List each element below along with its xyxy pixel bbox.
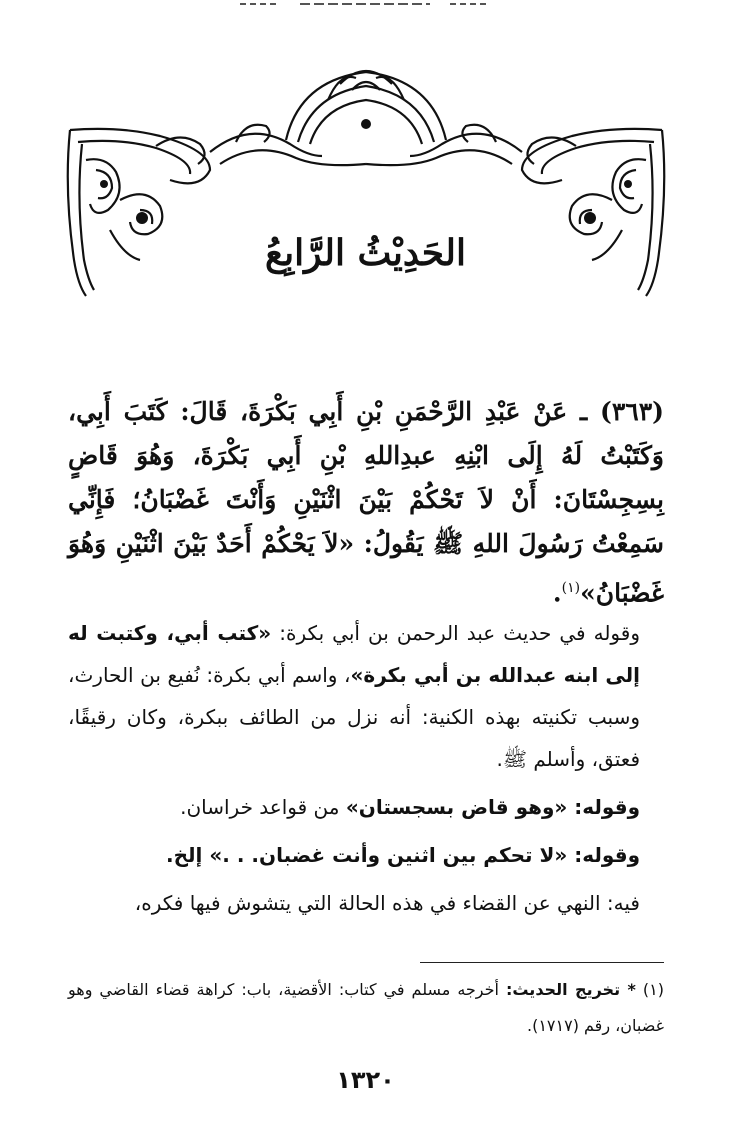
footnote-number: (١) <box>642 980 665 999</box>
commentary-quote: «كتب أبي، وكتبت له إلى ابنه عبدالله بن أبي بكرة» <box>68 621 640 687</box>
commentary-block <box>68 612 664 924</box>
footnote-label: * تخريج الحديث: <box>505 980 636 999</box>
top-decorative-rule <box>240 2 490 6</box>
hadith-text: (٣٦٣) ـ عَنْ عَبْدِ الرَّحْمَنِ بْنِ أَبِي بَكْرَةَ، قَالَ: كَتَبَ أَبِي، وَكَتَبْتُ لَهُ إِلَى ابْنِهِ عبدِاللهِ بْنِ أَبِي بَكْرَةَ، وَهُوَ قَاضٍ بِسِجِسْتَانَ: أَنْ لاَ تَحْكُمْ بَيْنَ اثْنَيْنِ وَأَنْتَ غَضْبَانُ؛ فَإِنِّي سَمِعْتُ رَسُولَ اللهِ ﷺ يَقُولُ: «لاَ يَحْكُمْ أَحَدٌ بَيْنَ اثْنَيْنِ وَهُوَ غَضْبَانُ» <box>68 397 664 608</box>
hadith-footnote-ref: (١) <box>561 580 581 596</box>
page-number: ١٣٢٠ <box>336 1066 395 1094</box>
commentary-paragraph <box>68 786 664 828</box>
commentary-lead: وقوله في حديث عبد الرحمن بن أبي بكرة: <box>271 621 640 645</box>
commentary-lead: وقوله: <box>567 795 640 819</box>
commentary-paragraph <box>68 612 664 780</box>
commentary-quote: «وهو قاض بسجستان» <box>345 795 568 819</box>
commentary-quote: «لا تحكم بين اثنين وأنت غضبان. . .» إلخ. <box>166 843 568 867</box>
commentary-paragraph: فيه: النهي عن القضاء في هذه الحالة التي يتشوش فيها فكره، <box>134 891 640 915</box>
footnote-text: أخرجه مسلم في كتاب: الأقضية، باب: كراهة قضاء القاضي وهو غضبان، رقم (١٧١٧). <box>68 980 664 1035</box>
commentary-lead: وقوله: <box>567 843 640 867</box>
hadith-text-block <box>68 390 664 615</box>
chapter-title: الحَدِيْثُ الرَّابِعُ <box>264 232 467 274</box>
commentary-rest: من قواعد خراسان. <box>180 795 346 819</box>
footnote-separator <box>420 962 664 963</box>
commentary-rest: ، واسم أبي بكرة: نُفيع بن الحارث، وسبب تكنيته بهذه الكنية: أنه نزل من الطائف ببكرة، وكان رقيقًا، فعتق، وأسلم ﷺ. <box>68 663 640 771</box>
commentary-paragraph <box>68 834 664 876</box>
hadith-end-mark: . <box>552 578 562 608</box>
footnote <box>68 972 664 1044</box>
